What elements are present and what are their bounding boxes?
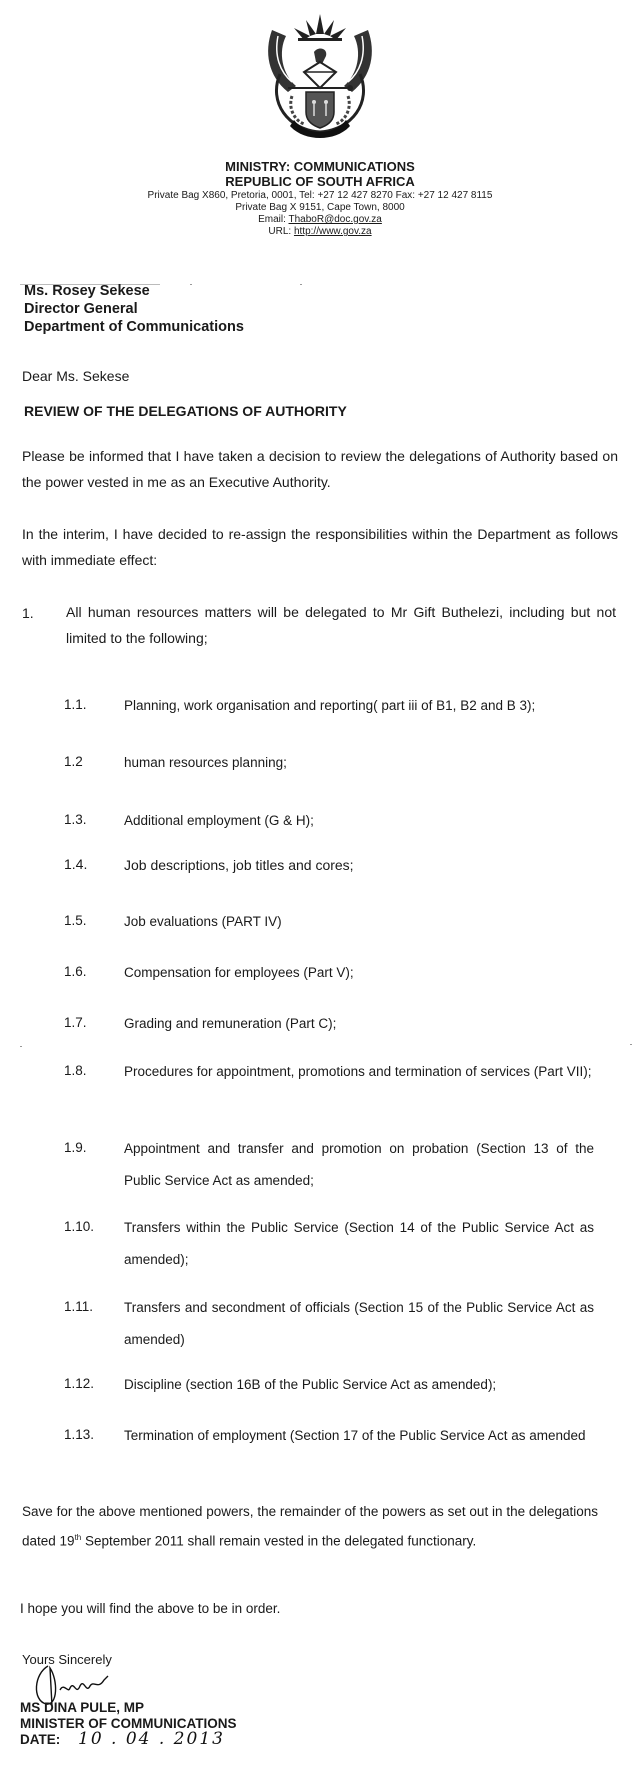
subitem-number: 1.5. — [64, 913, 87, 928]
coat-of-arms-icon — [258, 12, 382, 138]
subitem-number: 1.2 — [64, 754, 83, 769]
address-line-cape-town: Private Bag X 9151, Cape Town, 8000 — [235, 202, 405, 213]
subitem-text: Additional employment (G & H); — [124, 813, 314, 828]
subject-heading: REVIEW OF THE DELEGATIONS OF AUTHORITY — [24, 403, 347, 419]
salutation: Dear Ms. Sekese — [22, 368, 130, 384]
signatory-name: MS DINA PULE, MP — [20, 1700, 145, 1715]
ministry-name: MINISTRY: COMMUNICATIONS — [225, 159, 415, 174]
signatory-title: MINISTER OF COMMUNICATIONS — [20, 1716, 237, 1731]
subitem-text: Job descriptions, job titles and cores; — [124, 857, 354, 873]
subitem-text: Procedures for appointment, promotions and termination of services (Part VII); — [124, 1064, 592, 1079]
closing-paragraph — [22, 1499, 598, 1555]
subitem-text: Grading and remuneration (Part C); — [124, 1016, 337, 1031]
subitem-text: Transfers and secondment of officials (Section 15 of the Public Service Act as amended) — [124, 1300, 594, 1347]
email-link[interactable]: ThaboR@doc.gov.za — [288, 214, 382, 225]
subitem-number: 1.6. — [64, 964, 87, 979]
item-1-number: 1. — [22, 605, 34, 621]
subitem-text: Discipline (section 16B of the Public Service Act as amended); — [124, 1377, 497, 1392]
subitem-number: 1.7. — [64, 1015, 87, 1030]
subitem-number: 1.11. — [64, 1299, 94, 1314]
date-label: DATE: — [20, 1732, 61, 1747]
hope-line: I hope you will find the above to be in order. — [20, 1601, 281, 1616]
subitem-text: human resources planning; — [124, 755, 287, 770]
sign-off: Yours Sincerely — [22, 1652, 112, 1667]
scan-artifact — [190, 284, 192, 285]
subitem-text: Planning, work organisation and reporting( part iii of B1, B2 and B 3); — [124, 698, 536, 713]
subitem-number: 1.10. — [64, 1219, 95, 1234]
subitem-text: Appointment and transfer and promotion on probation (Section 13 of the Public Service Act as amended; — [124, 1141, 594, 1188]
subitem-number: 1.3. — [64, 812, 87, 827]
url-link[interactable]: http://www.gov.za — [293, 226, 372, 237]
interim-paragraph: In the interim, I have decided to re-assign the responsibilities within the Department as follows with immediate effect: — [22, 526, 618, 568]
recipient-title: Director General — [24, 301, 138, 317]
email-line — [0, 214, 640, 226]
intro-paragraph: Please be informed that I have taken a decision to review the delegations of Authority based on the power vested in me as an Executive Authority. — [22, 448, 618, 490]
subitem-number: 1.13. — [64, 1427, 95, 1442]
subitem-number: 1.8. — [64, 1063, 87, 1078]
address-line-pretoria: Private Bag X860, Pretoria, 0001, Tel: +27 12 427 8270 Fax: +27 12 427 8115 — [147, 190, 493, 201]
url-label: URL: — [268, 226, 294, 237]
scan-artifact — [300, 284, 302, 285]
subitem-number: 1.9. — [64, 1140, 87, 1155]
subitem-number: 1.1. — [64, 697, 87, 712]
closing-superscript: th — [74, 1533, 82, 1542]
closing-text-2: September 2011 shall remain vested in the delegated functionary. — [81, 1533, 477, 1549]
email-label: Email: — [258, 214, 289, 225]
handwritten-date: 10 . 04 . 2013 — [78, 1729, 225, 1749]
subitem-number: 1.12. — [64, 1376, 95, 1391]
country-name: REPUBLIC OF SOUTH AFRICA — [225, 174, 415, 189]
scan-artifact — [630, 1044, 632, 1045]
subitem-text: Compensation for employees (Part V); — [124, 965, 354, 980]
item-1-text: All human resources matters will be delegated to Mr Gift Buthelezi, including but not limited to the following; — [66, 604, 616, 646]
url-line — [0, 226, 640, 238]
closing-text-1: Save for the above mentioned powers, the remainder of the powers as set out in the delegations dated 19 — [22, 1504, 598, 1549]
scan-artifact — [20, 1046, 22, 1047]
subitem-text: Termination of employment (Section 17 of the Public Service Act as amended — [124, 1428, 586, 1443]
subitem-number: 1.4. — [64, 856, 88, 872]
recipient-department: Department of Communications — [24, 319, 244, 335]
subitem-text: Transfers within the Public Service (Section 14 of the Public Service Act as amended); — [124, 1220, 594, 1267]
recipient-name: Ms. Rosey Sekese — [24, 283, 150, 299]
coat-of-arms-emblem — [258, 12, 382, 138]
subitem-text: Job evaluations (PART IV) — [124, 914, 282, 929]
